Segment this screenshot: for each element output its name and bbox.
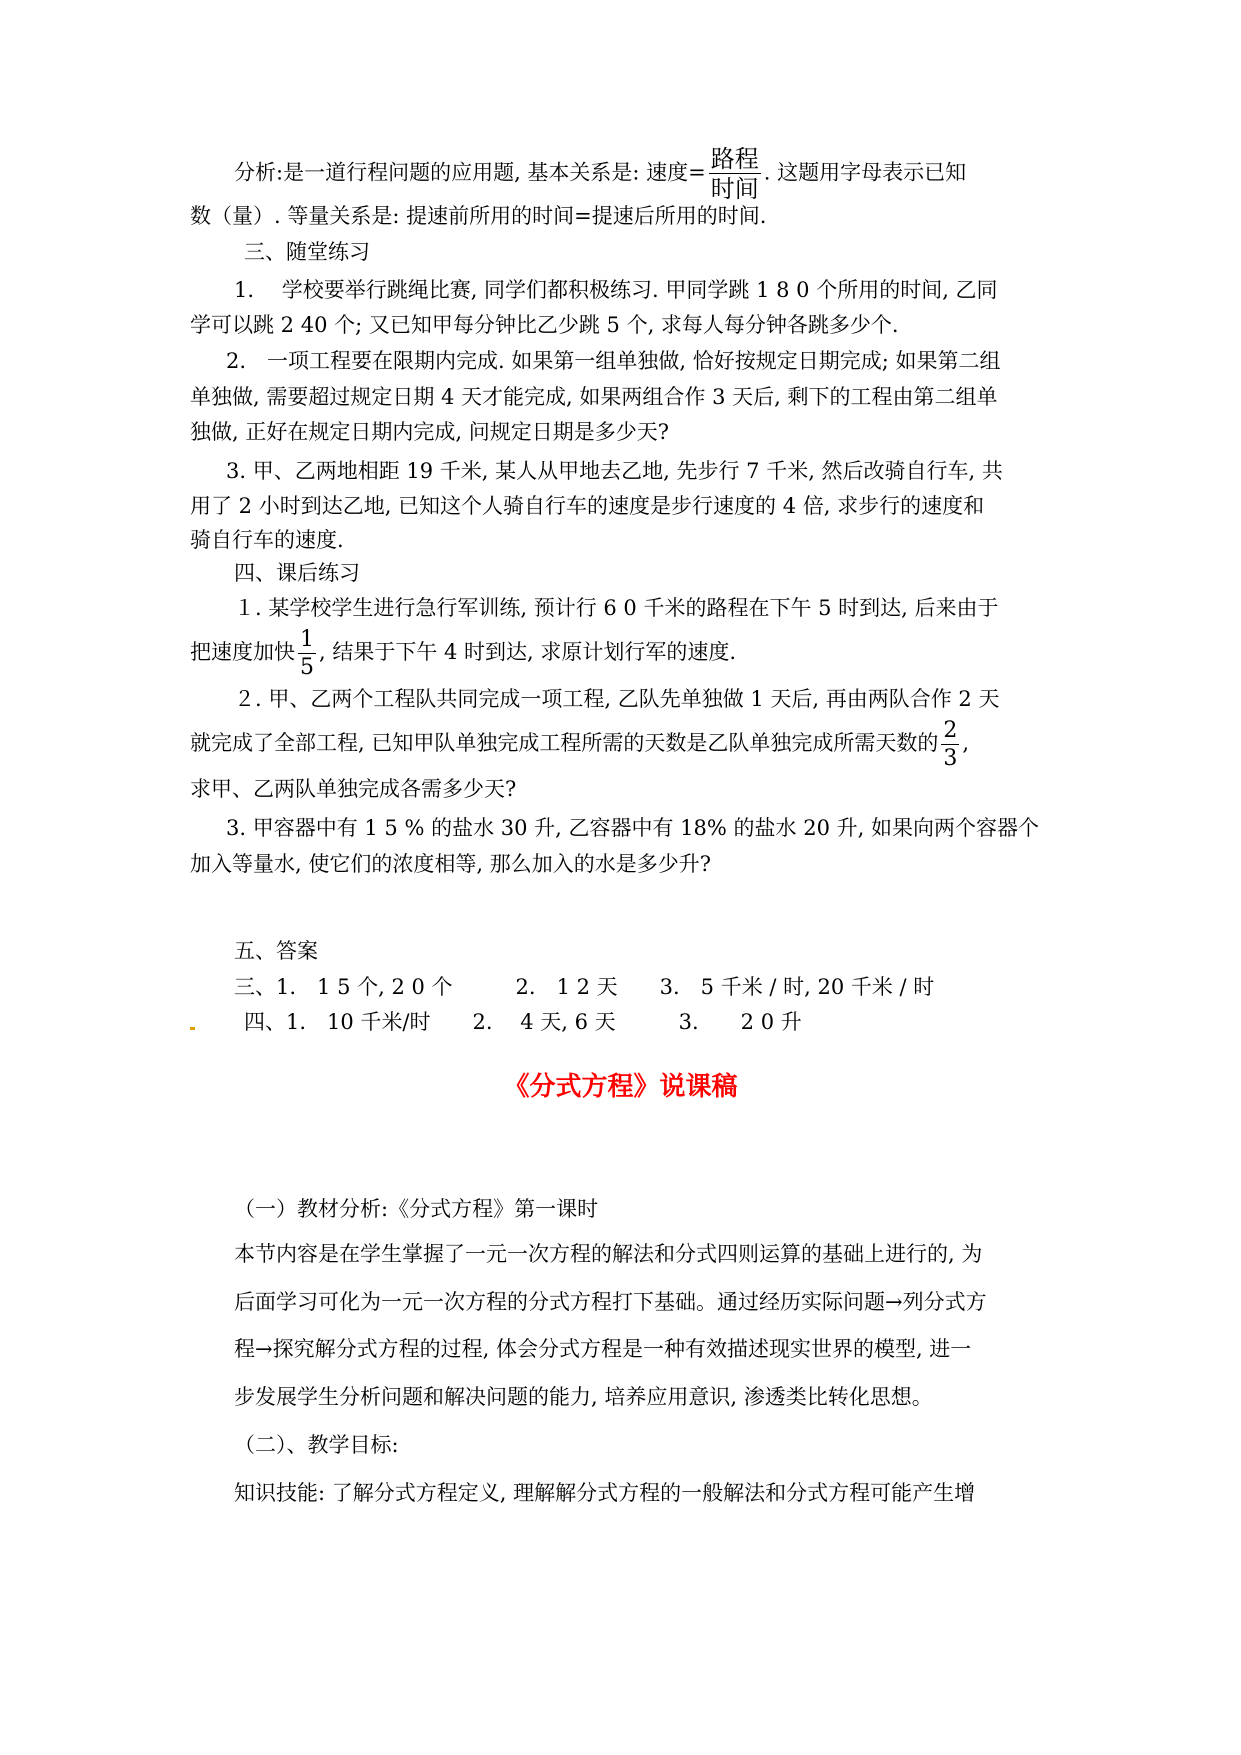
exercise-text: 加入等量水, 使它们的浓度相等, 那么加入的水是多少升? <box>190 852 711 876</box>
paragraph-line: 步发展学生分析问题和解决问题的能力, 培养应用意识, 渗透类比转化思想。 <box>234 1385 933 1409</box>
exercise-text: ２. 甲、乙两个工程队共同完成一项工程, 乙队先单独做 1 天后, 再由两队合作 2 天 <box>234 687 1000 711</box>
exercise-text: １. 某学校学生进行急行军训练, 预计行 6 0 千米的路程在下午 5 时到达, 后来由于 <box>234 596 999 620</box>
page-title: 《分式方程》说课稿 <box>503 1072 738 1102</box>
one-fifth-fraction <box>298 626 316 680</box>
section-heading: （二）、教学目标: <box>234 1433 399 1457</box>
exercise-text: 独做, 正好在规定日期内完成, 问规定日期是多少天? <box>190 420 669 444</box>
exercise-text: 求甲、乙两队单独完成各需多少天? <box>190 777 517 801</box>
decorative-mark <box>190 1027 195 1030</box>
two-thirds-fraction <box>941 717 959 771</box>
exercise-text: 1. 学校要举行跳绳比赛, 同学们都积极练习. 甲同学跳 1 8 0 个所用的时间, 乙同 <box>234 278 998 302</box>
exercise-text: 就完成了全部工程, 已知甲队单独完成工程所需的天数是乙队单独完成所需天数的 <box>190 731 939 755</box>
exercise-text-with-fraction <box>190 627 1050 679</box>
fraction-denominator: 5 <box>300 654 314 680</box>
exercise-text: , <box>962 731 970 755</box>
section-heading: （一）教材分析:《分式方程》第一课时 <box>234 1197 599 1221</box>
answer-row: 四、1. 10 千米/时 2. 4 天, 6 天 3. 2 0 升 <box>244 1010 802 1034</box>
section-heading: 三、随堂练习 <box>244 240 370 264</box>
fraction-denominator: 3 <box>943 745 958 771</box>
exercise-text: , 结果于下午 4 时到达, 求原计划行军的速度. <box>319 640 737 664</box>
speed-fraction <box>709 147 761 201</box>
answer-row: 三、1. 1 5 个, 2 0 个 2. 1 2 天 3. 5 千米 / 时, 20 千米 / 时 <box>234 975 935 999</box>
analysis-text-end: . 这题用字母表示已知 <box>763 160 967 185</box>
analysis-line-2: 数（量）. 等量关系是: 提速前所用的时间=提速后所用的时间. <box>190 204 767 228</box>
fraction-denominator: 时间 <box>710 175 759 203</box>
fraction-numerator: 路程 <box>710 145 759 173</box>
exercise-text: 2. 一项工程要在限期内完成. 如果第一组单独做, 恰好按规定日期完成; 如果第二组 <box>226 349 1001 373</box>
paragraph-line: 本节内容是在学生掌握了一元一次方程的解法和分式四则运算的基础上进行的, 为 <box>234 1242 983 1266</box>
paragraph-line: 知识技能: 了解分式方程定义, 理解解分式方程的一般解法和分式方程可能产生增 <box>234 1481 976 1505</box>
analysis-text: 分析:是一道行程问题的应用题, 基本关系是: 速度= <box>234 160 706 185</box>
exercise-text: 学可以跳 2 40 个; 又已知甲每分钟比乙少跳 5 个, 求每人每分钟各跳多少个. <box>190 313 899 337</box>
paragraph-line: 后面学习可化为一元一次方程的分式方程打下基础。通过经历实际问题→列分式方 <box>234 1290 987 1314</box>
fraction-numerator: 2 <box>943 717 958 743</box>
analysis-line-1 <box>234 147 1094 201</box>
exercise-text: 把速度加快 <box>190 640 295 664</box>
paragraph-line: 程→探究解分式方程的过程, 体会分式方程是一种有效描述现实世界的模型, 进一 <box>234 1337 972 1361</box>
section-heading: 四、课后练习 <box>234 561 360 585</box>
fraction-numerator: 1 <box>300 626 314 652</box>
exercise-text: 3. 甲、乙两地相距 19 千米, 某人从甲地去乙地, 先步行 7 千米, 然后改骑自行车, 共 <box>226 459 1003 483</box>
exercise-text: 3. 甲容器中有 1 5 % 的盐水 30 升, 乙容器中有 18% 的盐水 20 升, 如果向两个容器个 <box>226 816 1039 840</box>
exercise-text-with-fraction <box>190 718 1050 770</box>
exercise-text: 骑自行车的速度. <box>190 528 344 552</box>
exercise-text: 单独做, 需要超过规定日期 4 天才能完成, 如果两组合作 3 天后, 剩下的工程由第二组单 <box>190 385 998 409</box>
section-heading: 五、答案 <box>234 939 318 963</box>
exercise-text: 用了 2 小时到达乙地, 已知这个人骑自行车的速度是步行速度的 4 倍, 求步行的速度和 <box>190 494 985 518</box>
